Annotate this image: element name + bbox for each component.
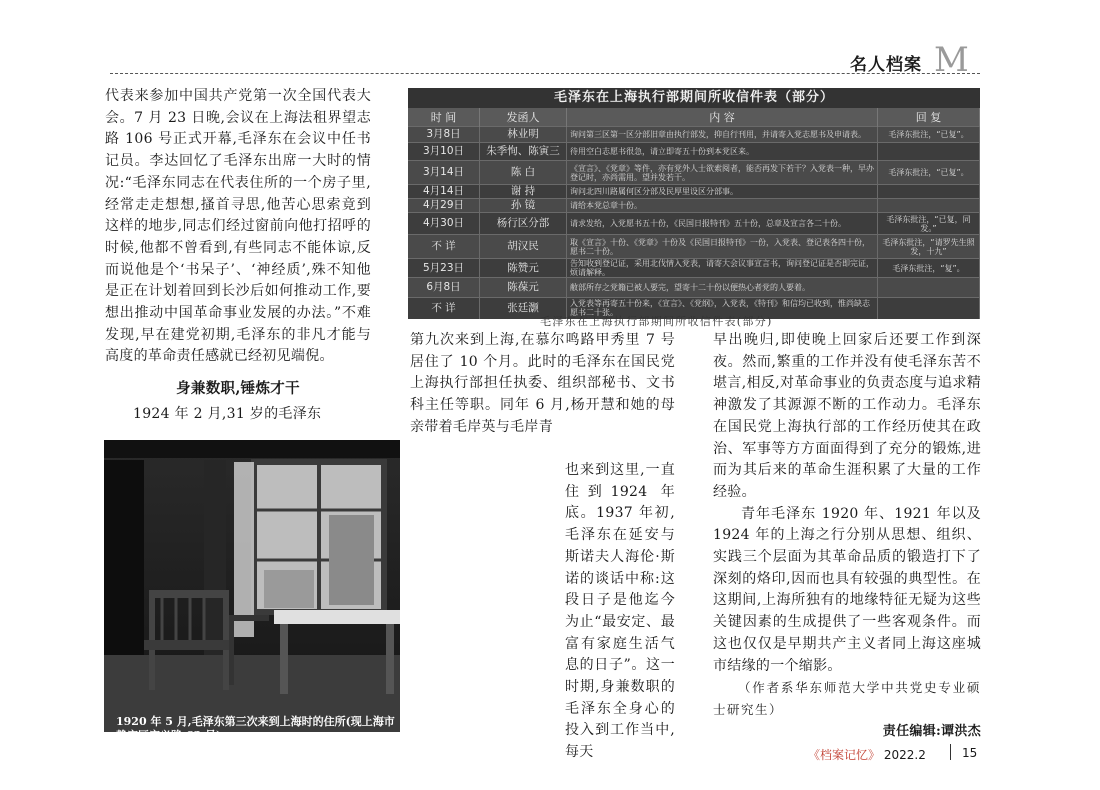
header-sender: 发函人 <box>480 108 567 127</box>
cell-sender: 陈赞元 <box>480 259 567 278</box>
cell-content: 请求发给，入党愿书五十份，《民国日报特刊》五十份，总章及宣言各二十份。 <box>567 213 878 235</box>
cell-sender: 陈 白 <box>480 161 567 185</box>
cell-content: 待用空白志愿书很急，请立即寄五十份到本党区来。 <box>567 143 878 161</box>
cell-reply: 毛泽东批注，“已复”。 <box>878 161 980 185</box>
cell-reply: 毛泽东批注，“已复，同发。” <box>878 213 980 235</box>
table-row <box>408 235 980 259</box>
table-row <box>408 199 980 213</box>
table-title: 毛泽东在上海执行部期间所收信件表（部分） <box>408 88 980 108</box>
cell-sender: 朱季恂、陈寅三 <box>480 143 567 161</box>
section-title: 名人档案 <box>850 55 922 75</box>
cell-reply: 毛泽东批注，“已复”。 <box>878 127 980 143</box>
footer-separator <box>950 744 951 760</box>
middle-paragraph-wide: 第九次来到上海,在慕尔鸣路甲秀里 7 号居住了 10 个月。此时的毛泽东在国民党上海执行部担任执委、组织部秘书、文书科主任等职。同年 6 月,杨开慧和她的母亲带着毛岸英与毛岸青 <box>410 332 675 435</box>
header-reply: 回 复 <box>878 108 980 127</box>
cell-content: 取《宣言》十份、《党章》十份及《民国日报特刊》一份，入党表、登记表各四十份，愿书二十份。 <box>567 235 878 259</box>
photo-caption: 1920 年 5 月,毛泽东第三次来到上海时的住所(现上海市静安区安义路 63 号) <box>116 715 395 742</box>
letters-table-figure <box>408 88 980 318</box>
table-row <box>408 259 980 278</box>
cell-sender: 谢 持 <box>480 185 567 199</box>
residence-photo <box>104 440 400 732</box>
room-photo-illustration <box>104 440 400 732</box>
cell-date: 6月8日 <box>408 278 480 298</box>
cell-reply <box>878 143 980 161</box>
cell-sender: 陈葆元 <box>480 278 567 298</box>
footer-issue <box>808 746 926 763</box>
section-logo: M <box>934 40 969 80</box>
cell-date: 4月14日 <box>408 185 480 199</box>
table-row <box>408 213 980 235</box>
cell-content: 《宣言》、《党章》等件，亦有党外人士欲索阅者，能否再发下若干？入党表一种，早办登记时，亦尚需用。望并发若干。 <box>567 161 878 185</box>
cell-sender: 杨行区分部 <box>480 213 567 235</box>
table-caption: 毛泽东在上海执行部期间所收信件表(部分) <box>540 315 773 328</box>
cell-reply <box>878 278 980 298</box>
issue-number: 2022.2 <box>883 748 926 762</box>
table-body <box>408 127 980 319</box>
table-row <box>408 127 980 143</box>
header-divider <box>110 73 980 74</box>
cell-reply <box>878 199 980 213</box>
cell-content: 入党表等再寄五十份来，《宣言》、《党纲》，入党表，《特刊》和信均已收到，惟尚缺志愿书二十张。 <box>567 298 878 319</box>
cell-date: 3月14日 <box>408 161 480 185</box>
left-paragraph-2: 1924 年 2 月,31 岁的毛泽东 <box>133 405 322 422</box>
cell-reply: 毛泽东批注，“请罗先生照发，十九” <box>878 235 980 259</box>
cell-date: 3月10日 <box>408 143 480 161</box>
left-paragraph-1: 代表来参加中国共产党第一次全国代表大会。7 月 23 日晚,会议在上海法租界望志路 106 号正式开幕,毛泽东在会议中任书记员。李达回忆了毛泽东出席一大时的情况:“毛泽东同志在代表住所的一个房子里,经常走走想想,搔首寻思,他苦心思索竟到这样的地步,同志们经过窗前向他打招呼的时候,他都不曾看到,有些同志不能体谅,反而说他是个‘书呆子’、‘神经质’,殊不知他是正在计划着回到长沙后如何推动工作,要想出推动中国革命事业发展的办法。”不难发现,早在建党初期,毛泽东的非凡才能与高度的革命责任感就已经初见端倪。 <box>105 88 371 365</box>
table-header-row <box>408 108 980 127</box>
cell-content: 请给本党总章十份。 <box>567 199 878 213</box>
cell-content: 告知收到登记证，采用北伐情入党表，请寄大会议事宣言书，询问登记证是否即完证，烦请解释。 <box>567 259 878 278</box>
cell-reply <box>878 185 980 199</box>
right-paragraph-2: 青年毛泽东 1920 年、1921 年以及 1924 年的上海之行分别从思想、组织、实践三个层面为其革命品质的锻造打下了深刻的烙印,因而也具有较强的典型性。在这期间,上海所独有的地缘特征无疑为这些关键因素的生成提供了一些客观条件。而这也仅仅是早期共产主义者同上海这座城市结缘的一个缩影。 <box>713 505 981 674</box>
cell-sender: 孙 镜 <box>480 199 567 213</box>
cell-sender: 胡汉民 <box>480 235 567 259</box>
cell-date: 4月29日 <box>408 199 480 213</box>
editor-credit: 责任编辑:谭洪杰 <box>882 723 981 739</box>
cell-reply: 毛泽东批注，“复”。 <box>878 259 980 278</box>
page-number: 15 <box>962 746 978 760</box>
section-heading: 身兼数职,锤炼才干 <box>176 380 300 398</box>
cell-date: 5月23日 <box>408 259 480 278</box>
header-content: 内 容 <box>567 108 878 127</box>
letters-table <box>408 108 980 319</box>
cell-content: 敝部所存之党籍已被人要完，望寄十二十份以便热心者党的人要着。 <box>567 278 878 298</box>
cell-content: 询问北四川路属何区分部及民厚里设区分部事。 <box>567 185 878 199</box>
table-row <box>408 143 980 161</box>
middle-column-narrow <box>565 460 675 764</box>
magazine-name: 《档案记忆》 <box>808 748 881 762</box>
cell-reply <box>878 298 980 319</box>
cell-sender: 张廷灏 <box>480 298 567 319</box>
cell-date: 3月8日 <box>408 127 480 143</box>
table-row <box>408 161 980 185</box>
cell-sender: 林业明 <box>480 127 567 143</box>
right-paragraph-1: 早出晚归,即使晚上回家后还要工作到深夜。然而,繁重的工作并没有使毛泽东苦不堪言,相反,对革命事业的负责态度与追求精神激发了其源源不断的工作动力。毛泽东在国民党上海执行部的工作经历使其在政治、军事等方方面面得到了充分的锻炼,进而为其后来的革命生涯积累了大量的工作经验。 <box>713 332 981 500</box>
table-row <box>408 278 980 298</box>
cell-date: 4月30日 <box>408 213 480 235</box>
cell-date: 不 详 <box>408 235 480 259</box>
table-row <box>408 185 980 199</box>
left-column <box>105 86 371 426</box>
right-column <box>713 330 981 742</box>
cell-date: 不 详 <box>408 298 480 319</box>
middle-paragraph-narrow: 也来到这里,一直住到1924 年底。1937 年初,毛泽东在延安与斯诺夫人海伦·斯诺的谈话中称:这段日子是他迄今为止“最安定、最富有家庭生活气息的日子”。这一时期,身兼数职的毛泽东全身心的投入到工作当中,每天 <box>565 462 675 761</box>
middle-column-top <box>410 330 675 439</box>
header-date: 时 间 <box>408 108 480 127</box>
cell-content: 询问第三区第一区分部旧章由执行部发，抑自行刊用，并请寄入党志愿书及申请表。 <box>567 127 878 143</box>
author-note: （作者系华东师范大学中共党史专业硕士研究生） <box>713 680 981 717</box>
